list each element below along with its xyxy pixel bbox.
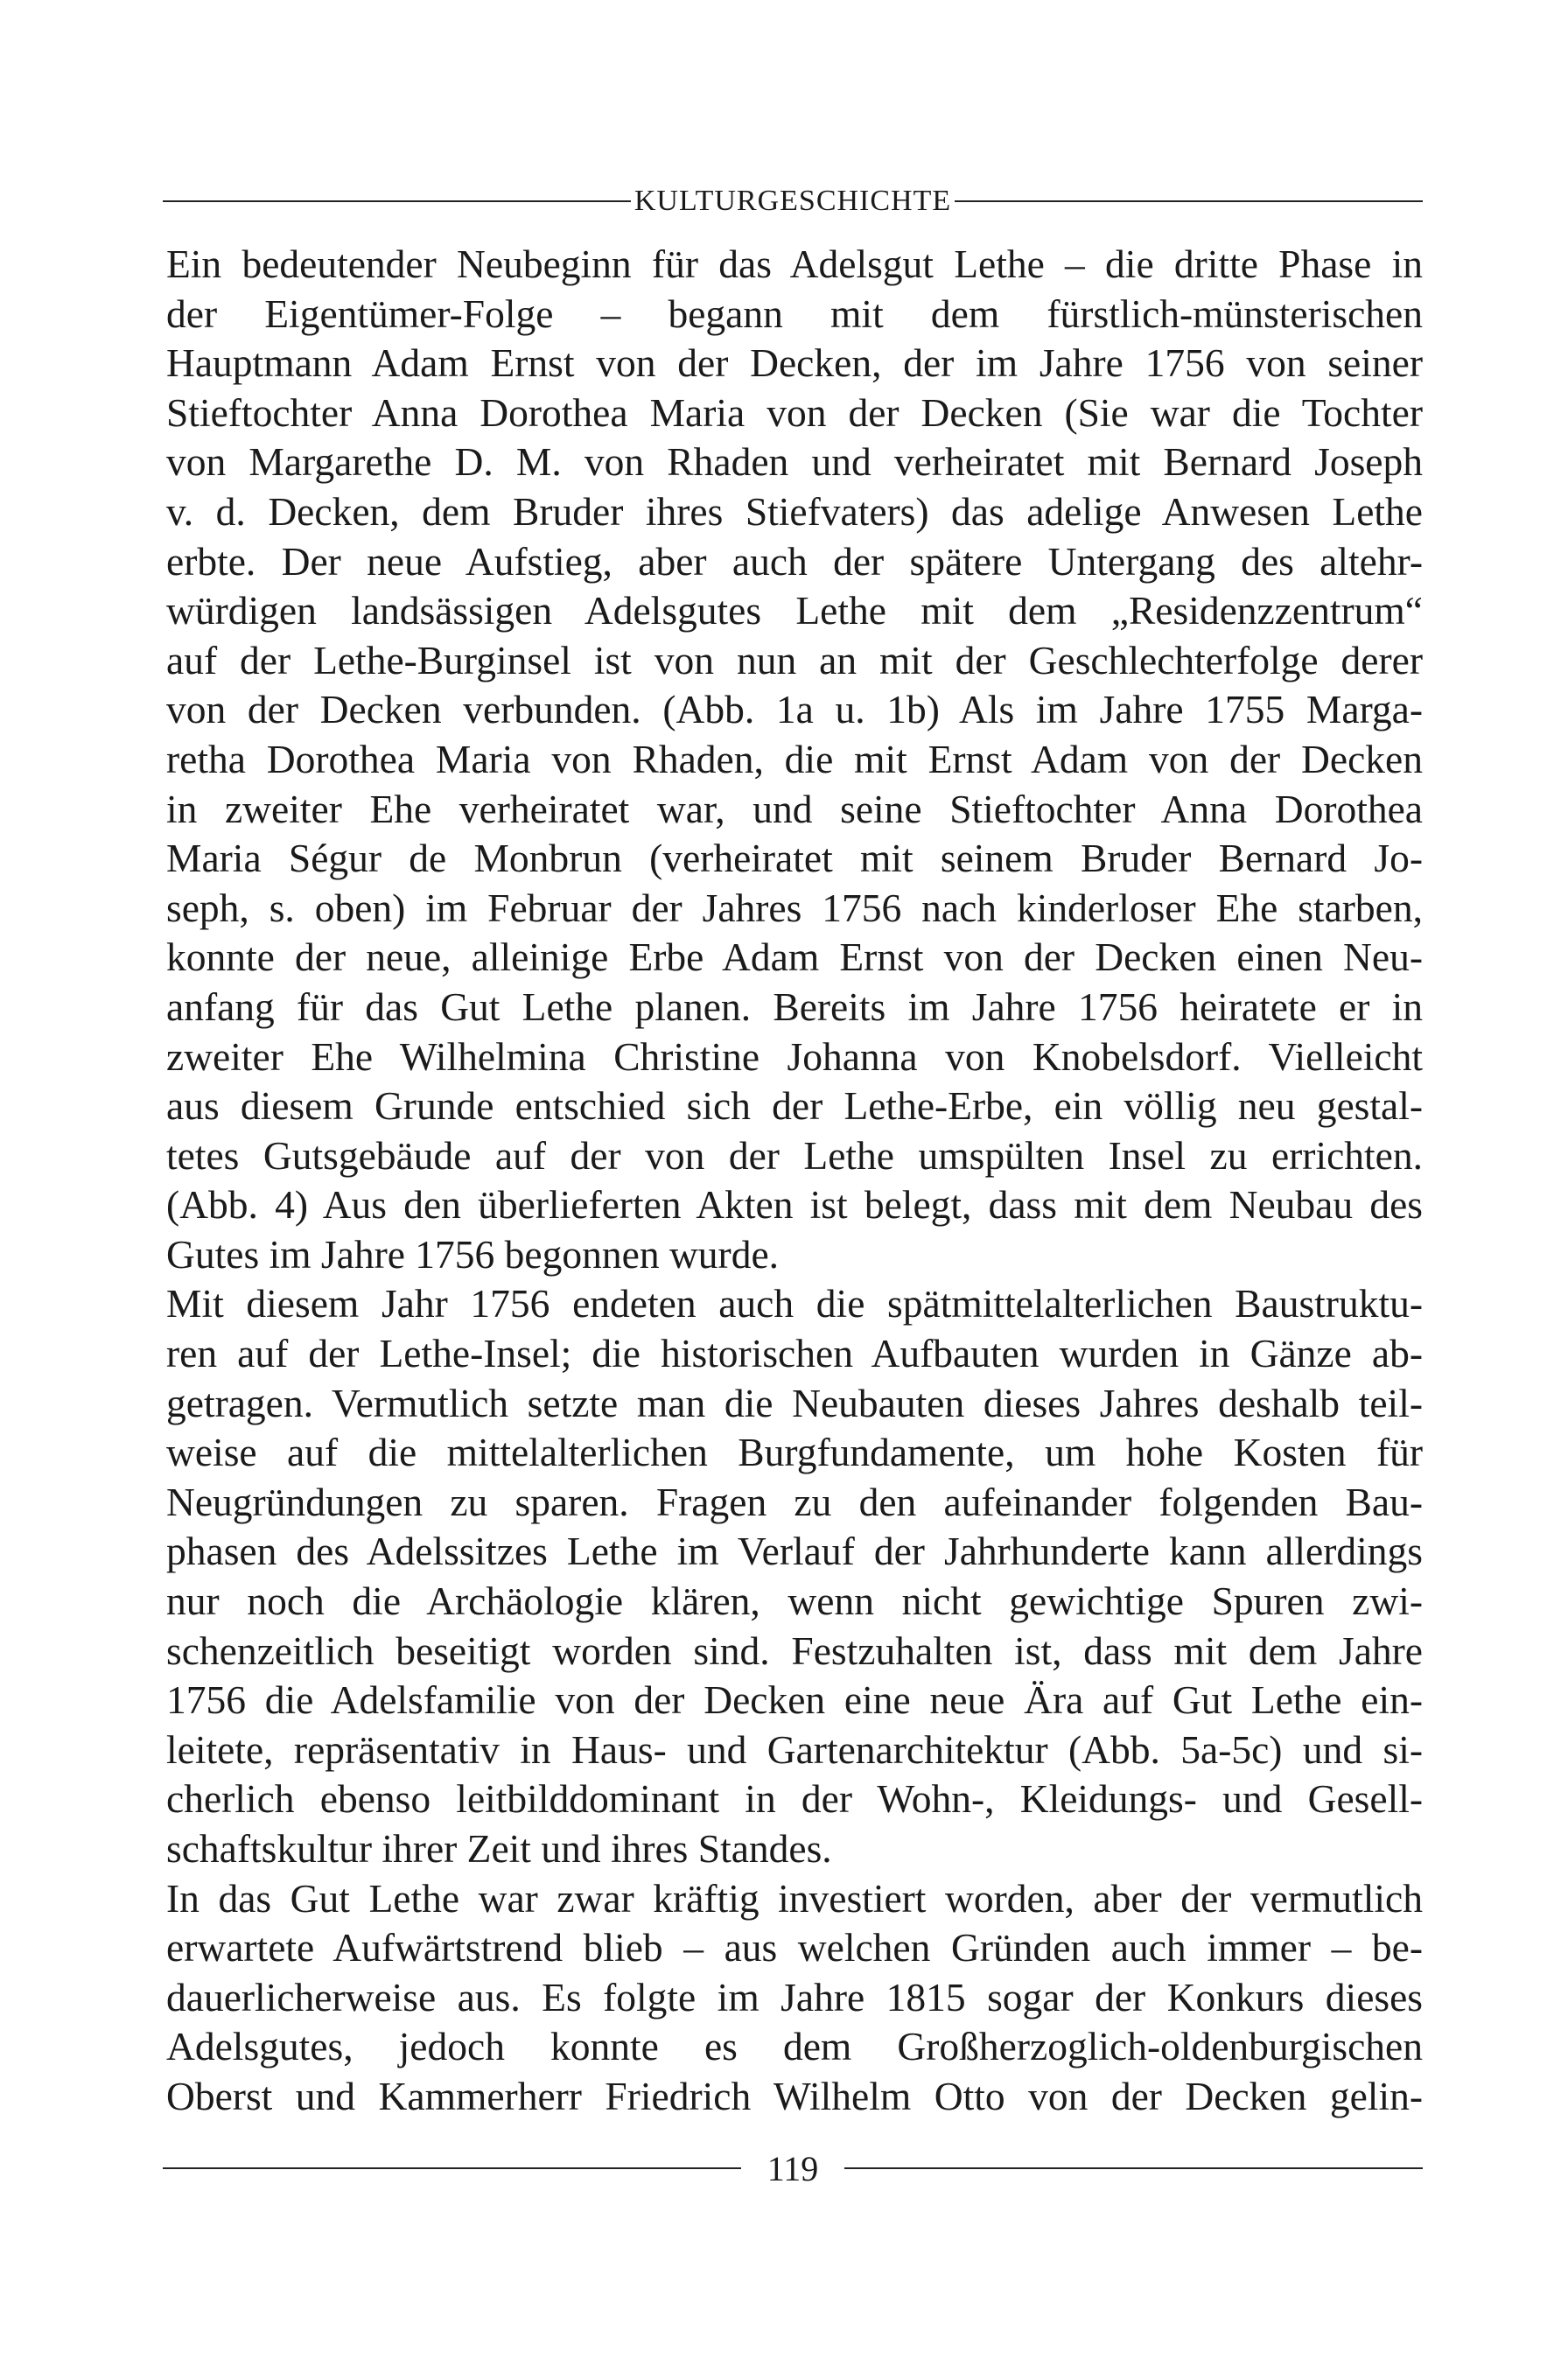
text-line: v. d. Decken, dem Bruder ihres Stiefvaters) das adelige Anwesen Lethe (166, 488, 1423, 534)
page-number: 119 (766, 2148, 819, 2188)
text-line: Gutes im Jahre 1756 begonnen wurde. (166, 1231, 780, 1277)
text-line: schaftskultur ihrer Zeit und ihres Standes. (166, 1826, 832, 1871)
running-header (163, 182, 1423, 220)
text-line: Oberst und Kammerherr Friedrich Wilhelm Otto von der Decken gelin- (166, 2073, 1423, 2118)
text-line: nur noch die Archäologie klären, wenn nicht gewichtige Spuren zwi- (166, 1578, 1423, 1624)
text-line: ren auf der Lethe-Insel; die historischen Aufbauten wurden in Gänze ab- (166, 1331, 1423, 1376)
text-line: zweiter Ehe Wilhelmina Christine Johanna von Knobelsdorf. Vielleicht (166, 1033, 1423, 1079)
text-line: dauerlicherweise aus. Es folgte im Jahre 1815 sogar der Konkurs dieses (166, 1974, 1423, 2020)
text-line: konnte der neue, alleinige Erbe Adam Ernst von der Decken einen Neu- (166, 934, 1423, 980)
text-line: getragen. Vermutlich setzte man die Neubauten dieses Jahres deshalb teil- (166, 1380, 1423, 1425)
text-line: seph, s. oben) im Februar der Jahres 1756 nach kinderloser Ehe starben, (166, 885, 1423, 930)
text-line: würdigen landsässigen Adelsgutes Lethe mit dem „Residenzzentrum“ (166, 588, 1423, 634)
text-line: Maria Ségur de Monbrun (verheiratet mit seinem Bruder Bernard Jo- (166, 836, 1423, 881)
body-text (166, 240, 1423, 2122)
text-line: Hauptmann Adam Ernst von der Decken, der im Jahre 1756 von seiner (166, 340, 1423, 386)
text-line: auf der Lethe-Burginsel ist von nun an mit der Geschlechterfolge derer (166, 637, 1423, 682)
text-line: cherlich ebenso leitbilddominant in der Wohn-, Kleidungs- und Gesell- (166, 1776, 1423, 1822)
text-line: aus diesem Grunde entschied sich der Lethe-Erbe, ein völlig neu gestal- (166, 1083, 1423, 1129)
footer-rule-right (844, 2167, 1423, 2169)
text-line: 1756 die Adelsfamilie von der Decken eine neue Ära auf Gut Lethe ein- (166, 1677, 1423, 1723)
text-line: (Abb. 4) Aus den überlieferten Akten ist belegt, dass mit dem Neubau des (166, 1182, 1423, 1228)
header-rule-left (163, 200, 631, 202)
text-line: Mit diesem Jahr 1756 endeten auch die spätmittelalterlichen Baustruktu- (166, 1281, 1423, 1326)
text-line: leitete, repräsentativ in Haus- und Gartenarchitektur (Abb. 5a-5c) und si- (166, 1726, 1423, 1772)
text-line: Ein bedeutender Neubeginn für das Adelsgut Lethe – die dritte Phase in (166, 242, 1423, 286)
text-line: von Margarethe D. M. von Rhaden und verheiratet mit Bernard Joseph (166, 439, 1423, 485)
text-line: erwartete Aufwärtstrend blieb – aus welchen Gründen auch immer – be- (166, 1925, 1423, 1970)
text-line: tetes Gutsgebäude auf der von der Lethe umspülten Insel zu errichten. (166, 1132, 1423, 1178)
text-line: Stieftochter Anna Dorothea Maria von der Decken (Sie war die Tochter (166, 389, 1423, 435)
text-line: phasen des Adelssitzes Lethe im Verlauf der Jahrhunderte kann allerdings (166, 1529, 1423, 1574)
text-line: schenzeitlich beseitigt worden sind. Festzuhalten ist, dass mit dem Jahre (166, 1628, 1423, 1673)
footer-rule-left (163, 2167, 741, 2169)
text-line: weise auf die mittelalterlichen Burgfundamente, um hohe Kosten für (166, 1430, 1423, 1475)
header-rule-right (955, 200, 1423, 202)
text-line: der Eigentümer-Folge – begann mit dem fürstlich-münsterischen (166, 290, 1423, 336)
text-line: Adelsgutes, jedoch konnte es dem Großherzoglich-oldenburgischen (166, 2024, 1423, 2069)
text-line: In das Gut Lethe war zwar kräftig investiert worden, aber der vermutlich (166, 1875, 1423, 1921)
section-title: KULTURGESCHICHTE (634, 185, 952, 217)
text-line: erbte. Der neue Aufstieg, aber auch der spätere Untergang des altehr- (166, 538, 1423, 584)
text-line: von der Decken verbunden. (Abb. 1a u. 1b) Als im Jahre 1755 Marga- (166, 687, 1423, 732)
text-line: retha Dorothea Maria von Rhaden, die mit Ernst Adam von der Decken (166, 736, 1423, 781)
text-line: Neugründungen zu sparen. Fragen zu den aufeinander folgenden Bau- (166, 1479, 1423, 1524)
text-line: in zweiter Ehe verheiratet war, und seine Stieftochter Anna Dorothea (166, 786, 1423, 831)
text-line: anfang für das Gut Lethe planen. Bereits im Jahre 1756 heiratete er in (166, 984, 1423, 1029)
page-footer (163, 2144, 1423, 2193)
